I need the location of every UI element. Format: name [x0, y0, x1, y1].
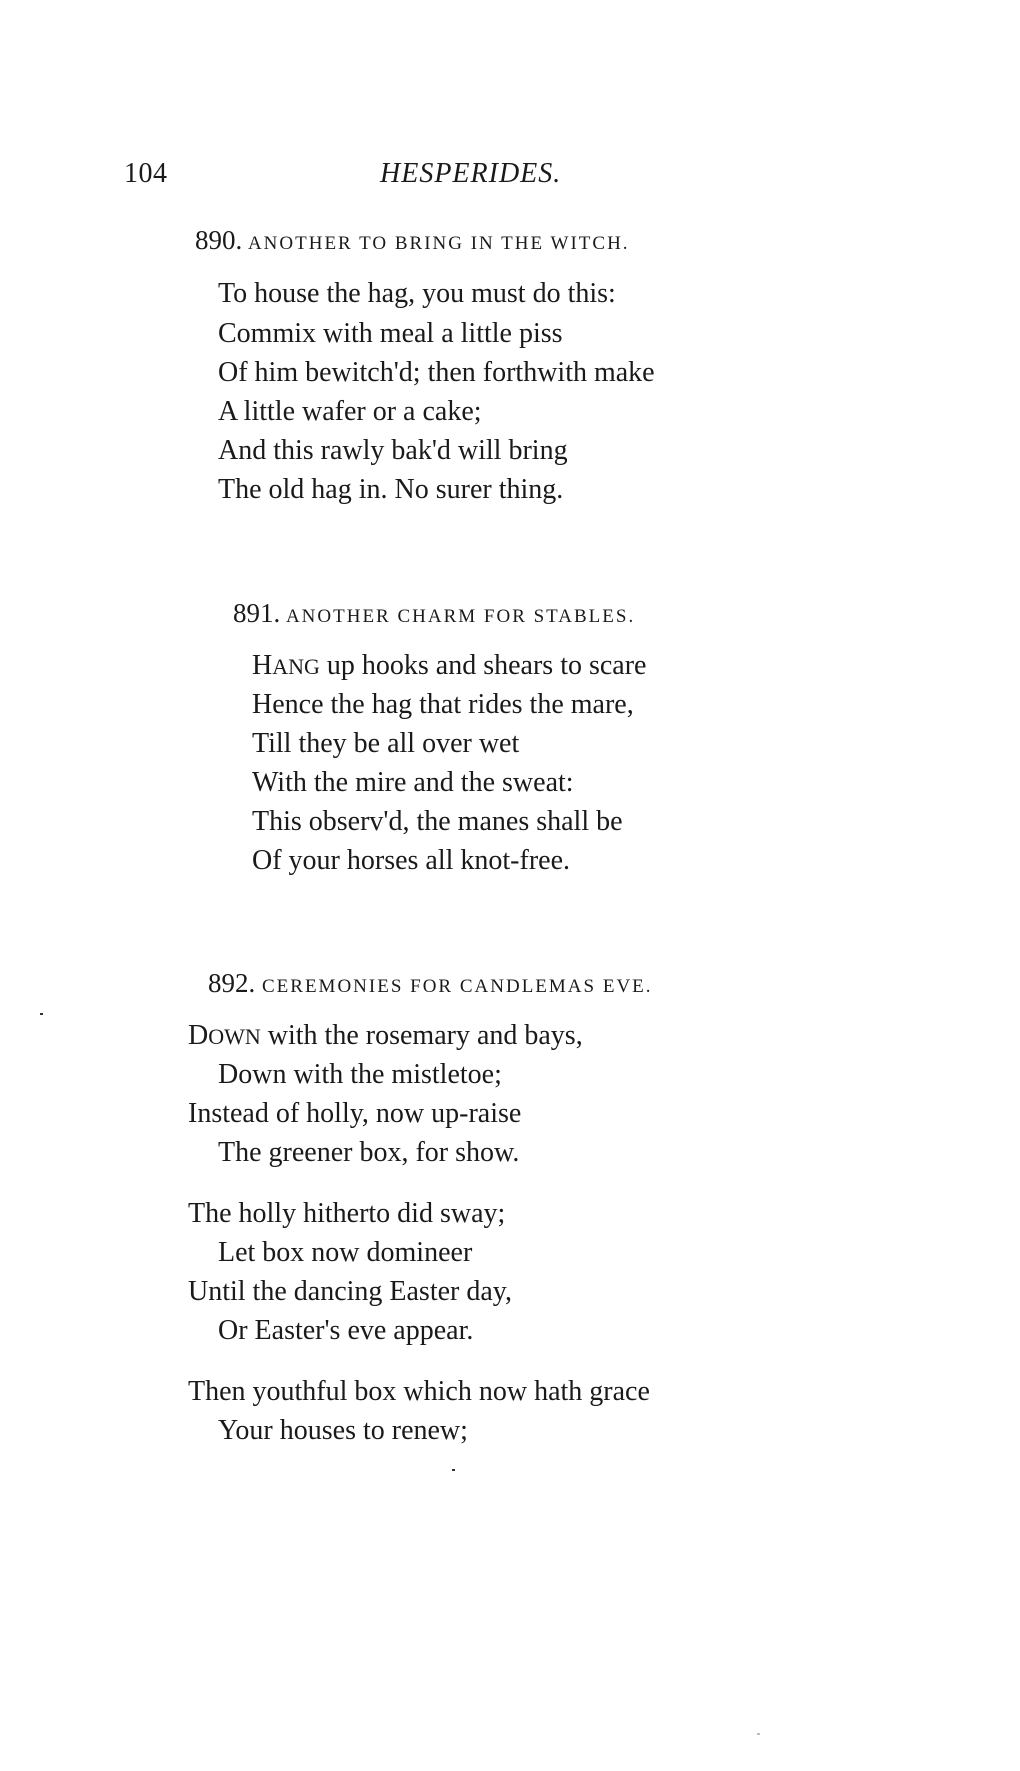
- poem-line: Of him bewitch'd; then forthwith make: [218, 357, 655, 388]
- poem-line: Or Easter's eve appear.: [218, 1315, 474, 1346]
- poem-title: ANOTHER TO BRING IN THE WITCH.: [247, 233, 630, 254]
- print-speck: [40, 1013, 43, 1015]
- poem-line: Then youthful box which now hath grace: [188, 1376, 650, 1407]
- poem-line: Let box now domineer: [218, 1237, 473, 1268]
- poem-line: Commix with meal a little piss: [218, 318, 563, 349]
- poem-line: The old hag in. No surer thing.: [218, 474, 564, 505]
- poem-line: Your houses to renew;: [218, 1415, 468, 1446]
- initial-word-rest: ANG: [272, 654, 320, 679]
- initial-capital: H: [252, 650, 273, 681]
- poem-line: [252, 652, 647, 680]
- poem-heading: [233, 598, 635, 629]
- poem-number: 891.: [233, 598, 281, 628]
- running-head: [0, 158, 1020, 198]
- first-line-rest: with the rosemary and bays,: [260, 1020, 583, 1051]
- poem-line: The holly hitherto did sway;: [188, 1198, 506, 1229]
- page-number: 104: [124, 158, 168, 189]
- poem-title: ANOTHER CHARM FOR STABLES.: [285, 606, 636, 627]
- running-title: HESPERIDES.: [380, 158, 562, 189]
- poem-line: Until the dancing Easter day,: [188, 1276, 512, 1307]
- poem-line: [188, 1022, 583, 1050]
- initial-word-rest: OWN: [208, 1024, 261, 1049]
- poem-heading: [208, 968, 653, 999]
- poem-line: To house the hag, you must do this:: [218, 278, 616, 309]
- poem-line: The greener box, for show.: [218, 1137, 520, 1168]
- print-speck: [757, 1733, 760, 1735]
- poem-line: Down with the mistletoe;: [218, 1059, 502, 1090]
- poem-line: Instead of holly, now up-raise: [188, 1098, 522, 1129]
- poem-line: Hence the hag that rides the mare,: [252, 689, 634, 720]
- poem-title: CEREMONIES FOR CANDLEMAS EVE.: [262, 976, 653, 997]
- poem-number: 890.: [195, 225, 243, 255]
- print-speck: [452, 1469, 455, 1471]
- poem-line: Of your horses all knot-free.: [252, 845, 571, 876]
- poem-line: A little wafer or a cake;: [218, 396, 482, 427]
- initial-capital: D: [188, 1020, 209, 1051]
- poem-line: With the mire and the sweat:: [252, 767, 574, 798]
- poem-line: And this rawly bak'd will bring: [218, 435, 568, 466]
- poem-heading: [195, 225, 630, 256]
- first-line-rest: up hooks and shears to scare: [319, 650, 647, 681]
- poem-number: 892.: [208, 968, 256, 998]
- poem-line: This observ'd, the manes shall be: [252, 806, 623, 837]
- poem-line: Till they be all over wet: [252, 728, 520, 759]
